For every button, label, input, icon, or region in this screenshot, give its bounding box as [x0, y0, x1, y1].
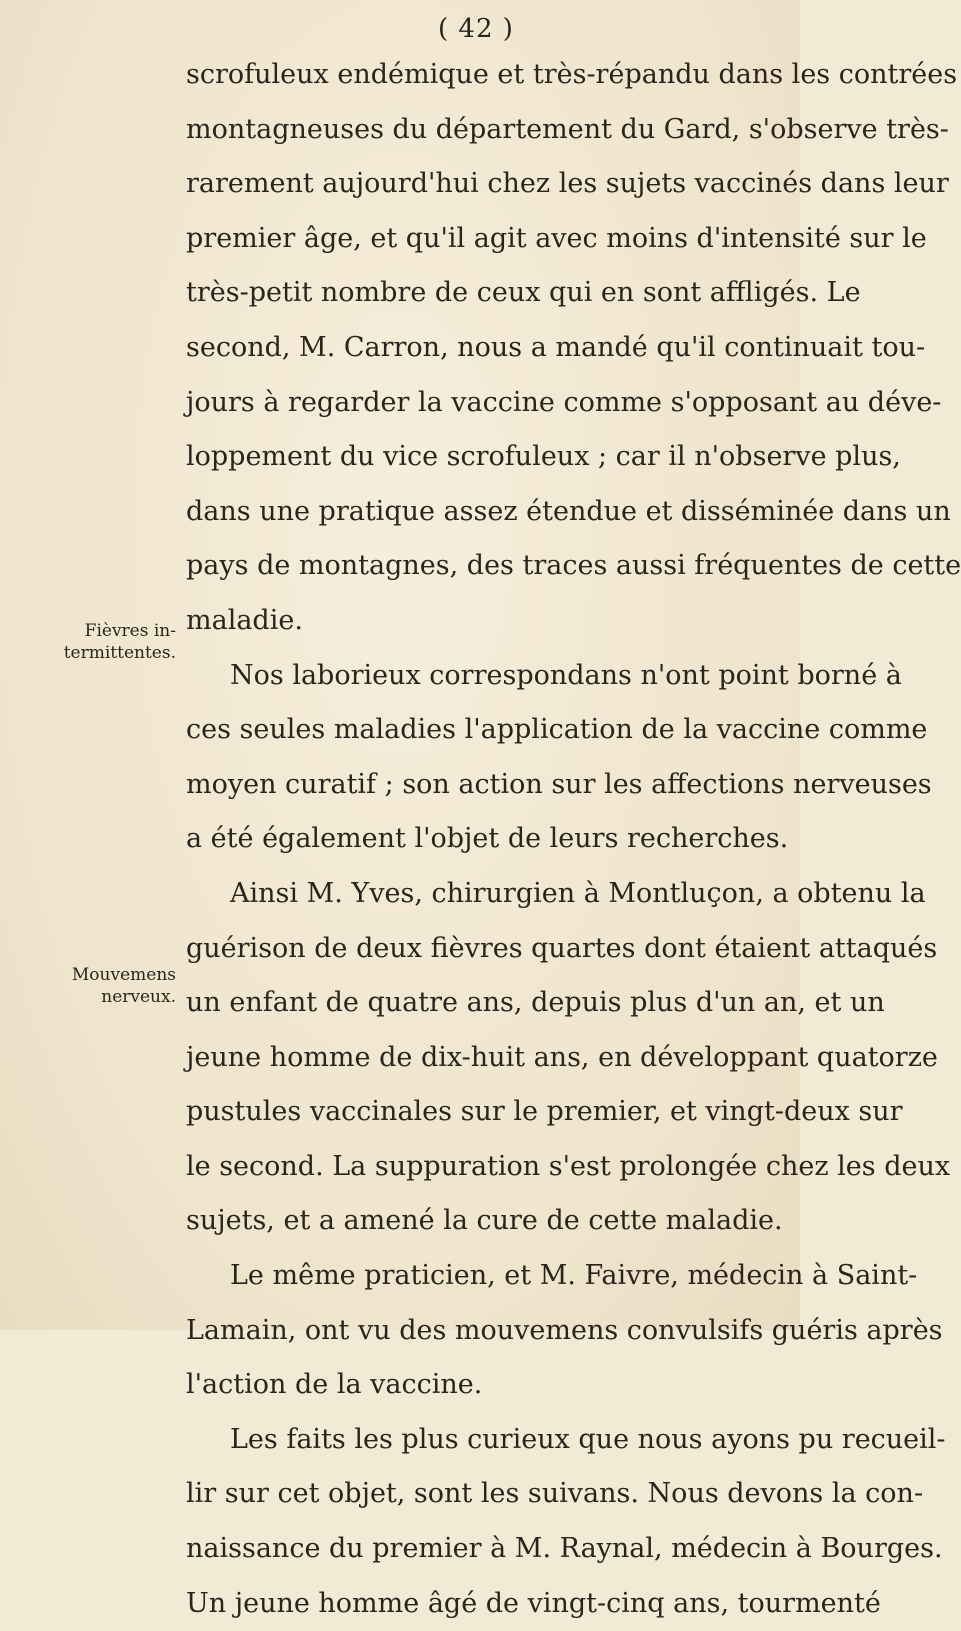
text-line: Le même praticien, et M. Faivre, médecin à Saint-	[230, 1260, 918, 1292]
margin-note-line: Mouvemens	[71, 965, 176, 985]
margin-note-line: Fièvres in-	[84, 621, 176, 641]
text-line: jours à regarder la vaccine comme s'opposant au déve-	[186, 386, 942, 418]
body-text	[186, 48, 961, 1631]
text-line: premier âge, et qu'il agit avec moins d'intensité sur le	[186, 222, 927, 254]
text-line: le second. La suppuration s'est prolongée chez les deux	[186, 1150, 951, 1182]
text-line: très-petit nombre de ceux qui en sont affligés. Le	[186, 277, 861, 309]
text-line: ces seules maladies l'application de la vaccine comme	[186, 714, 928, 746]
text-line: montagneuses du département du Gard, s'observe très-	[186, 113, 949, 145]
text-line: Ainsi M. Yves, chirurgien à Montluçon, a obtenu la	[230, 877, 926, 909]
page-number: ( 42 )	[438, 14, 514, 44]
text-line: l'action de la vaccine.	[186, 1369, 483, 1401]
text-line: Nos laborieux correspondans n'ont point borné à	[230, 659, 902, 691]
margin-note-movements	[12, 964, 182, 1008]
text-line: pays de montagnes, des traces aussi fréquentes de cette	[186, 550, 961, 582]
text-line: a été également l'objet de leurs recherches.	[186, 823, 789, 855]
text-line: Lamain, ont vu des mouvemens convulsifs guéris après	[186, 1314, 943, 1346]
text-line: loppement du vice scrofuleux ; car il n'observe plus,	[186, 441, 901, 473]
text-line: jeune homme de dix-huit ans, en développant quatorze	[186, 1041, 938, 1073]
margin-note-fevers	[12, 620, 182, 664]
text-line: Un jeune homme âgé de vingt-cinq ans, tourmenté	[186, 1587, 881, 1619]
text-line: moyen curatif ; son action sur les affections nerveuses	[186, 768, 932, 800]
text-line: maladie.	[186, 604, 303, 636]
text-line: rarement aujourd'hui chez les sujets vaccinés dans leur	[186, 168, 949, 200]
text-line: scrofuleux endémique et très-répandu dans les contrées	[186, 59, 958, 90]
text-line: sujets, et a amené la cure de cette maladie.	[186, 1205, 783, 1237]
text-line: pustules vaccinales sur le premier, et vingt-deux sur	[186, 1096, 903, 1128]
text-line: un enfant de quatre ans, depuis plus d'un an, et un	[186, 987, 885, 1019]
text-line: guérison de deux fièvres quartes dont étaient attaqués	[186, 932, 938, 964]
text-line: lir sur cet objet, sont les suivans. Nous devons la con-	[186, 1478, 924, 1510]
text-line: dans une pratique assez étendue et disséminée dans un	[186, 495, 951, 527]
text-line: Les faits les plus curieux que nous ayons pu recueil-	[230, 1423, 946, 1455]
margin-note-line: nerveux.	[101, 987, 176, 1007]
text-line: naissance du premier à M. Raynal, médecin à Bourges.	[186, 1533, 943, 1565]
text-line: second, M. Carron, nous a mandé qu'il continuait tou-	[186, 331, 926, 363]
margin-note-line: termittentes.	[63, 643, 176, 663]
